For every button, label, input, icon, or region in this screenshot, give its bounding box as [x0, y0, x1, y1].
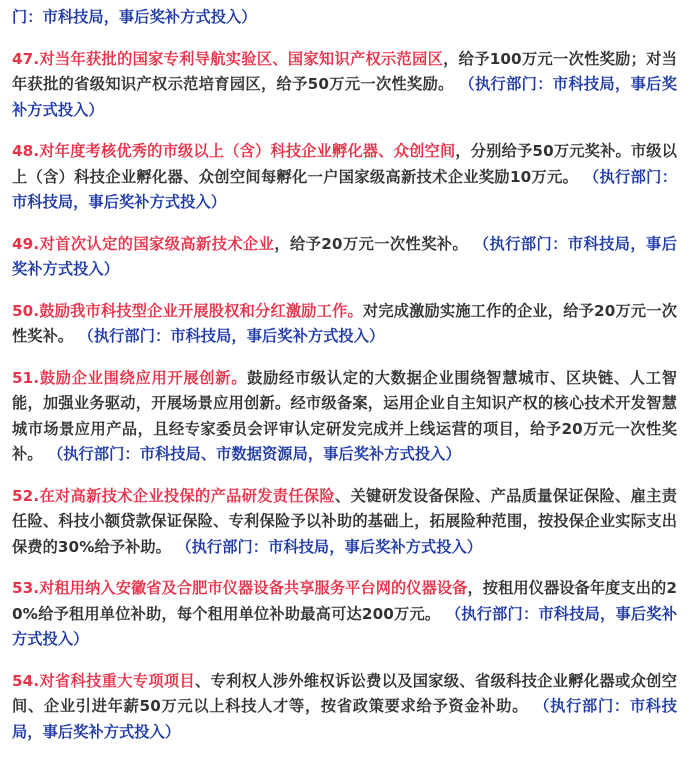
- item-heading: 52.在对高新技术企业投保的产品研发责任保险: [12, 486, 336, 505]
- dept-note: （执行部门：市科技局，事后奖补方式投入）: [12, 75, 677, 119]
- dept-note: （执行部门：市科技局，事后奖补方式投入）: [12, 167, 677, 212]
- policy-item-53: [12, 576, 677, 652]
- policy-item-54: [12, 669, 677, 745]
- item-heading: 48.对年度考核优秀的市级以上（含）科技企业孵化器、众创空间: [12, 142, 456, 161]
- policy-item-50: [12, 299, 677, 350]
- policy-item-49: [12, 232, 677, 283]
- dept-note: （执行部门：市科技局，事后奖补方式投入）: [12, 697, 677, 741]
- policy-item-47: [12, 47, 677, 123]
- item-body: ，给予100万元一次性奖励；对当年获批的省级知识产权示范培育园区，给予50万元一次性奖励。: [12, 49, 677, 94]
- item-heading: 53.对租用纳入安徽省及合肥市仪器设备共享服务平台网的仪器设备: [12, 579, 468, 598]
- policy-item-51: [12, 366, 677, 468]
- item-heading: 50.鼓励我市科技型企业开展股权和分红激励工作。: [12, 301, 363, 320]
- policy-item-48: [12, 139, 677, 215]
- dept-note: （执行部门：市科技局，事后奖补方式投入）: [12, 604, 678, 649]
- dept-note: （执行部门：市科技局，事后奖补方式投入）: [176, 537, 483, 556]
- policy-document: [12, 5, 677, 761]
- item-heading: 54.对省科技重大专项项目: [12, 671, 196, 690]
- item-body: 、关键研发设备保险、产品质量保证保险、雇主责任险、科技小额贷款保证保险、专利保险予以补助的基础上，拓展险种范围，按投保企业实际支出保费的30%给予补助。: [12, 486, 678, 556]
- item-body: ，给予20万元一次性奖补。: [274, 234, 469, 253]
- policy-item-52: [12, 484, 677, 560]
- item-heading: 51.鼓励企业围绕应用开展创新。: [12, 368, 248, 387]
- item-body: 、专利权人涉外维权诉讼费以及国家级、省级科技企业孵化器或众创空间、企业引进年薪50万元以上科技人才等，按省政策要求给予资金补助。: [12, 671, 677, 716]
- item-heading: 49.对首次认定的国家级高新技术企业: [12, 234, 275, 253]
- policy-item-46-tail: [12, 5, 677, 30]
- dept-note: 门：市科技局，事后奖补方式投入）: [12, 8, 257, 26]
- item-body: ，按租用仪器设备年度支出的20%给予租用单位补助，每个租用单位补助最高可达200万元。: [12, 579, 677, 623]
- dept-note: （执行部门：市科技局，事后奖补方式投入）: [12, 234, 677, 279]
- dept-note: （执行部门：市科技局、市数据资源局，事后奖补方式投入）: [47, 445, 461, 464]
- item-body: 鼓励经市级认定的大数据企业围绕智慧城市、区块链、人工智能，加强业务驱动，开展场景应用创新。经市级备案，运用企业自主知识产权的核心技术开发智慧城市场景应用产品，且经专家委员会评审认定研发完成并上线运营的项目，给予20万元一次性奖补。: [12, 368, 677, 464]
- item-body: 对完成激励实施工作的企业，给予20万元一次性奖补。: [12, 301, 677, 346]
- item-body: ，分别给予50万元奖补。市级以上（含）科技企业孵化器、众创空间每孵化一户国家级高新技术企业奖励10万元。: [12, 142, 678, 186]
- dept-note: （执行部门：市科技局，事后奖补方式投入）: [78, 327, 385, 346]
- item-heading: 47.对当年获批的国家专利导航实验区、国家知识产权示范园区: [12, 49, 444, 68]
